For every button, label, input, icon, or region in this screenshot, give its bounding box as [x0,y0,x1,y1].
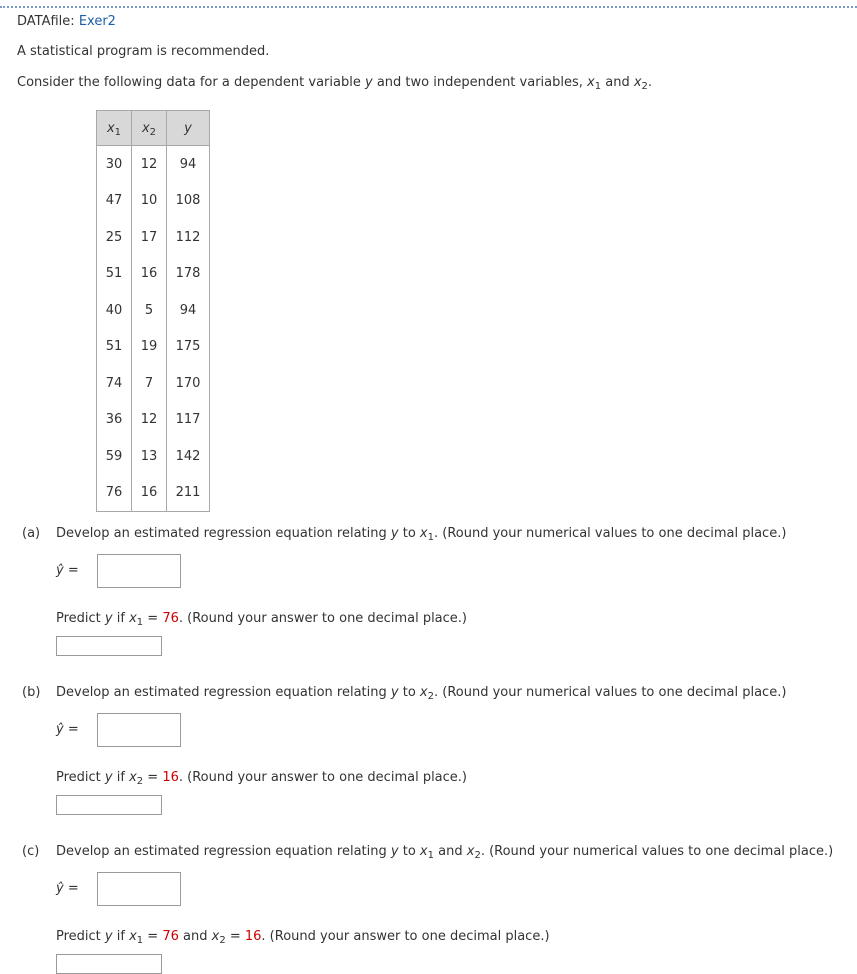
part-a-equation-input[interactable] [97,554,181,588]
table-row [97,475,210,512]
table-cell: 7 [132,365,167,402]
table-cell: 10 [132,183,167,220]
table-row [97,329,210,366]
table-cell: 19 [132,329,167,366]
table-cell: 5 [132,292,167,329]
part-a-predict-text: Predict y if $x_1 = 76$. (Round your answer to one decimal place.) [56,611,467,628]
part-c-label: (c) [22,844,40,859]
table-row [97,256,210,293]
part-c-yhat-label: ŷ = [56,881,79,896]
table-cell: 36 [97,402,132,439]
table-cell: 16 [132,256,167,293]
table-row [97,402,210,439]
part-a-predict-input[interactable] [56,636,162,656]
table-cell: 108 [167,183,210,220]
header-y: y [167,111,210,146]
part-c-equation-input[interactable] [97,872,181,906]
recommend-text: A statistical program is recommended. [17,44,270,59]
table-header-row [97,111,210,146]
table-cell: 74 [97,365,132,402]
table-cell: 112 [167,219,210,256]
data-table [96,110,210,512]
datafile-label: DATAfile: [17,14,75,29]
part-a-label: (a) [22,526,41,541]
table-cell: 94 [167,146,210,183]
part-b-predict-text: Predict y if $x_2 = 16$. (Round your answer to one decimal place.) [56,770,467,787]
table-cell: 12 [132,402,167,439]
table-row [97,146,210,183]
table-cell: 170 [167,365,210,402]
table-cell: 51 [97,329,132,366]
table-cell: 51 [97,256,132,293]
consider-text: Consider the following data for a dependent variable y and two independent variables, $x_1$ and $x_2$. [17,75,653,92]
table-cell: 175 [167,329,210,366]
table-cell: 25 [97,219,132,256]
part-b-predict-input[interactable] [56,795,162,815]
table-row [97,183,210,220]
header-x2: $x_2$ [132,111,167,146]
table-cell: 17 [132,219,167,256]
table-cell: 40 [97,292,132,329]
table-cell: 30 [97,146,132,183]
table-cell: 211 [167,475,210,512]
top-dotted-divider [0,6,857,8]
table-cell: 47 [97,183,132,220]
table-row [97,438,210,475]
part-b-question: Develop an estimated regression equation relating y to $x_2$. (Round your numerical values to one decimal place.) [56,685,787,702]
part-b-yhat-label: ŷ = [56,722,79,737]
part-c-predict-text: Predict y if $x_1 = 76$ and $x_2 = 16$. (Round your answer to one decimal place.) [56,929,550,946]
datafile-line [17,14,116,29]
table-cell: 59 [97,438,132,475]
part-c-predict-input[interactable] [56,954,162,974]
part-a-yhat-label: ŷ = [56,563,79,578]
table-cell: 12 [132,146,167,183]
table-cell: 16 [132,475,167,512]
table-cell: 76 [97,475,132,512]
header-x1: $x_1$ [97,111,132,146]
table-row [97,292,210,329]
part-b-equation-input[interactable] [97,713,181,747]
datafile-link[interactable]: Exer2 [78,14,116,29]
table-cell: 178 [167,256,210,293]
table-row [97,365,210,402]
table-cell: 13 [132,438,167,475]
part-a-question: Develop an estimated regression equation relating y to $x_1$. (Round your numerical values to one decimal place.) [56,526,787,543]
table-cell: 94 [167,292,210,329]
part-c-question: Develop an estimated regression equation relating y to $x_1$ and $x_2$. (Round your numerical values to one decimal place.) [56,844,834,861]
table-cell: 142 [167,438,210,475]
table-row [97,219,210,256]
part-b-label: (b) [22,685,41,700]
table-cell: 117 [167,402,210,439]
